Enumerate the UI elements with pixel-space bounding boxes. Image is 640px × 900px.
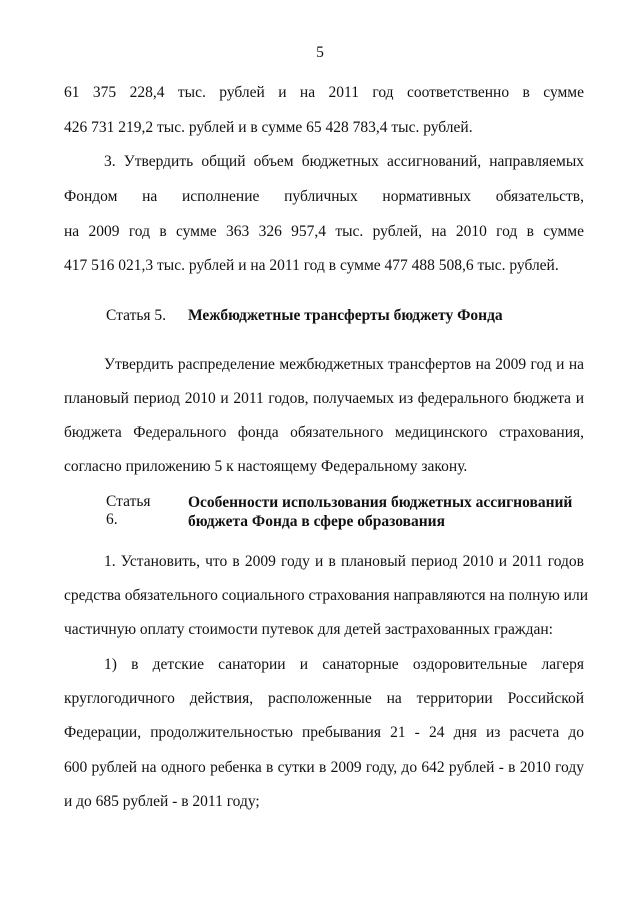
text-line: 426 731 219,2 тыс. рублей и в сумме 65 428 783,4 тыс. рублей. [64,119,473,136]
text-line: 61 375 228,4 тыс. рублей и на 2011 год соответственно в сумме [64,84,584,101]
article-6-item-1-line: 1) в детские санатории и санаторные оздоровительные лагеря [104,656,584,673]
paragraph-3-line: 3. Утвердить общий объем бюджетных ассигнований, направляемых [104,153,584,170]
article-5-title: Межбюджетные трансферты бюджету Фонда [188,307,503,324]
article-6-item-1-line: и до 685 рублей - в 2011 году; [64,793,260,810]
article-5-line: Утвердить распределение межбюджетных трансфертов на 2009 год и на [104,356,584,373]
article-5-heading [106,307,503,325]
paragraph-3-line: на 2009 год в сумме 363 326 957,4 тыс. рублей, на 2010 год в сумме [64,223,584,240]
article-6-item-1-line: 600 рублей на одного ребенка в сутки в 2009 году, до 642 рублей - в 2010 году [64,759,584,776]
article-6-item-1-line: круглогодичного действия, расположенные на территории Российской [64,690,584,707]
article-5-line: бюджета Федерального фонда обязательного медицинского страхования, [64,424,584,441]
article-6-title-line: Особенности использования бюджетных ассигнований [188,494,573,511]
paragraph-3-line: 417 516 021,3 тыс. рублей и на 2011 год в сумме 477 488 508,6 тыс. рублей. [64,257,559,274]
paragraph-3-line: Фондом на исполнение публичных нормативных обязательств, [64,188,584,205]
article-6-title-line: бюджета Фонда в сфере образования [188,513,445,530]
article-5-line: согласно приложению 5 к настоящему Федеральному закону. [64,458,468,475]
page-number: 5 [316,44,324,61]
article-6-para-1-line: средства обязательного социального страхования направляются на полную или [64,587,588,604]
article-6-label: Статья 6. [106,493,151,528]
article-6-title [188,493,588,531]
article-6-para-1-line: частичную оплату стоимости путевок для детей застрахованных граждан: [64,621,553,638]
article-6-item-1-line: Федерации, продолжительностью пребывания 21 - 24 дня из расчета до [64,724,584,741]
article-5-label: Статья 5. [106,307,167,324]
article-6-para-1-line: 1. Установить, что в 2009 году и в плановый период 2010 и 2011 годов [104,553,584,570]
article-5-line: плановый период 2010 и 2011 годов, получаемых из федерального бюджета и [64,390,584,407]
